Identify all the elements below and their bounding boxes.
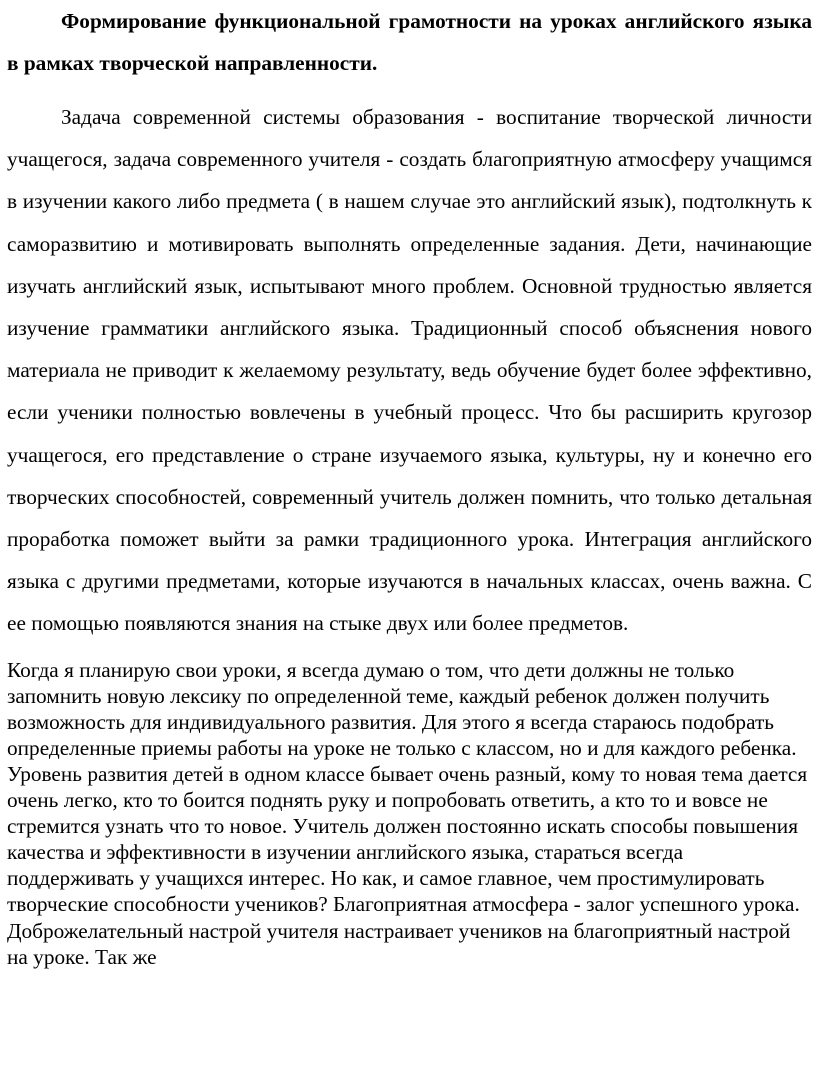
paragraph-intro: Задача современной системы образования - воспитание творческой личности учащегося, задача современного учителя - создать благоприятную атмосферу учащимся в изучении какого либо предмета ( в нашем случае это английский язык), подтолкнуть к саморазвитию и мотивировать выполнять определенные задания. Дети, начинающие изучать английский язык, испытывают много проблем. Основной трудностью является изучение грамматики английского языка. Традиционный способ объяснения нового материала не приводит к желаемому результату, ведь обучение будет более эффективно, если ученики полностью вовлечены в учебный процесс. Что бы расширить кругозор учащегося, его представление о стране изучаемого языка, культуры, ну и конечно его творческих способностей, современный учитель должен помнить, что только детальная проработка поможет выйти за рамки традиционного урока. Интеграция английского языка с другими предметами, которые изучаются в начальных классах, очень важна. С ее помощью появляются знания на стыке двух или более предметов. <box>7 105 812 636</box>
paragraph-lesson-planning: Когда я планирую свои уроки, я всегда думаю о том, что дети должны не только запомнить новую лексику по определенной теме, каждый ребенок должен получить возможность для индивидуального развития. Для этого я всегда стараюсь подобрать определенные приемы работы на уроке не только с классом, но и для каждого ребенка. Уровень развития детей в одном классе бывает очень разный, кому то новая тема дается очень легко, кто то боится поднять руку и попробовать ответить, а кто то и вовсе не стремится узнать что то новое. Учитель должен постоянно искать способы повышения качества и эффективности в изучении английского языка, стараться всегда поддерживать у учащихся интерес. Но как, и самое главное, чем простимулировать творческие способности учеников? Благоприятная атмосфера - залог успешного урока. Доброжелательный настрой учителя настраивает учеников на благоприятный настрой на уроке. Так же <box>7 657 808 969</box>
document-page <box>7 0 812 970</box>
document-title: Формирование функциональной грамотности на уроках английского языка в рамках творческой направленности. <box>7 9 812 75</box>
